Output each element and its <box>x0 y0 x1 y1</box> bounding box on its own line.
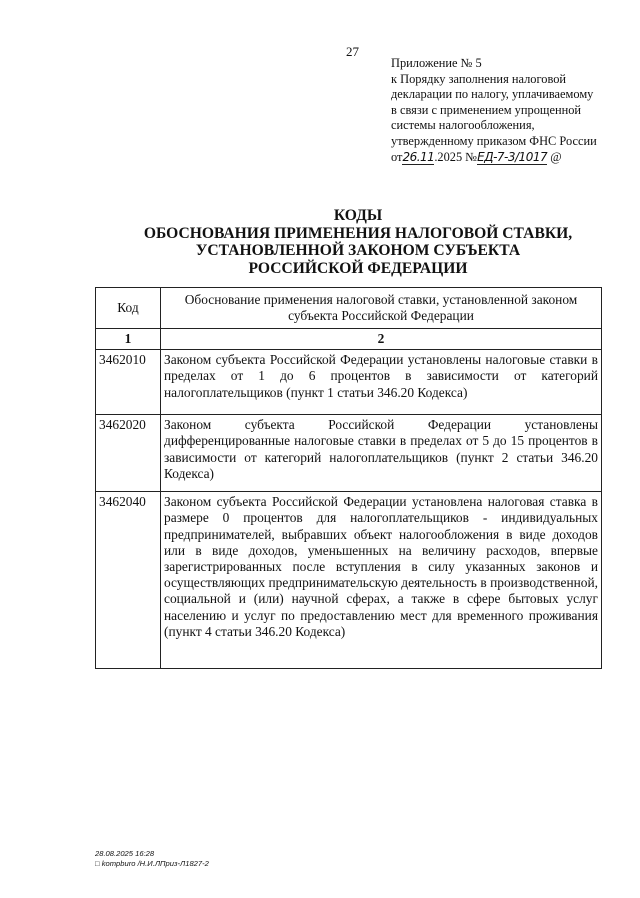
row-description: Законом субъекта Российской Федерации установлены налоговые ставки в пределах от 1 до 6 процентов в зависимости от категорий налогоплательщиков (пункт 1 статьи 346.20 Кодекса) <box>161 350 602 415</box>
appendix-line: системы налогообложения, <box>391 118 535 133</box>
column-number: 2 <box>161 329 602 350</box>
title-line: УСТАНОВЛЕННОЙ ЗАКОНОМ СУБЪЕКТА <box>195 242 521 259</box>
column-numbers-row <box>96 329 602 350</box>
title-line: РОССИЙСКОЙ ФЕДЕРАЦИИ <box>248 259 468 277</box>
table-header-row <box>96 288 602 329</box>
table-row <box>96 350 602 415</box>
order-year: .2025 № <box>434 149 478 164</box>
appendix-line: Приложение № 5 <box>391 56 482 70</box>
page-number: 27 <box>346 44 359 59</box>
order-line <box>391 150 609 166</box>
order-number-handwritten: ЕД-7-3/1017 <box>477 149 548 164</box>
row-description: Законом субъекта Российской Федерации установлена налоговая ставка в размере 0 процентов для налогоплательщиков - индивидуальных предпринимателей, выбравших объект налогообложения в виде доходов или в виде доходов, уменьшенных на величину расходов, впервые зарегистрированных после вступления в силу указанных законов и осуществляющих предпринимательскую деятельность в производственной, социальной и (или) научной сферах, а также в сфере бытовых услуг населению и услуг по предоставлению мест для временного проживания (пункт 4 статьи 346.20 Кодекса) <box>161 492 602 669</box>
title-line: КОДЫ <box>333 207 383 224</box>
codes-table <box>95 287 602 669</box>
appendix-line: декларации по налогу, уплачиваемому <box>391 87 594 102</box>
order-suffix: @ <box>550 149 562 164</box>
row-code: 3462020 <box>96 415 161 492</box>
table-row <box>96 415 602 492</box>
document-title <box>100 207 616 277</box>
order-day-handwritten: 26.11 <box>402 149 435 164</box>
appendix-line: к Порядку заполнения налоговой <box>391 71 567 86</box>
appendix-block <box>391 56 609 165</box>
table-row <box>96 492 602 669</box>
title-line: ОБОСНОВАНИЯ ПРИМЕНЕНИЯ НАЛОГОВОЙ СТАВКИ, <box>143 224 573 242</box>
header-code: Код <box>96 288 161 329</box>
row-code: 3462010 <box>96 350 161 415</box>
appendix-line: в связи с применением упрощенной <box>391 102 582 117</box>
column-number: 1 <box>96 329 161 350</box>
footer-stamp <box>95 849 209 868</box>
row-description: Законом субъекта Российской Федерации установлены дифференцированные налоговые ставки в пределах от 5 до 15 процентов в зависимости от категорий налогоплательщиков (пункт 2 статьи 346.20 Кодекса) <box>161 415 602 492</box>
footer-timestamp: 28.08.2025 16:28 <box>95 849 155 858</box>
header-description: Обоснование применения налоговой ставки, установленной законом субъекта Российской Федерации <box>161 288 602 329</box>
footer-reference: □ kompburo /Н.И.ЛПриз-Л1827-2 <box>95 858 209 868</box>
order-prefix: от <box>391 149 403 164</box>
row-code: 3462040 <box>96 492 161 669</box>
appendix-line: утвержденному приказом ФНС России <box>391 133 597 148</box>
